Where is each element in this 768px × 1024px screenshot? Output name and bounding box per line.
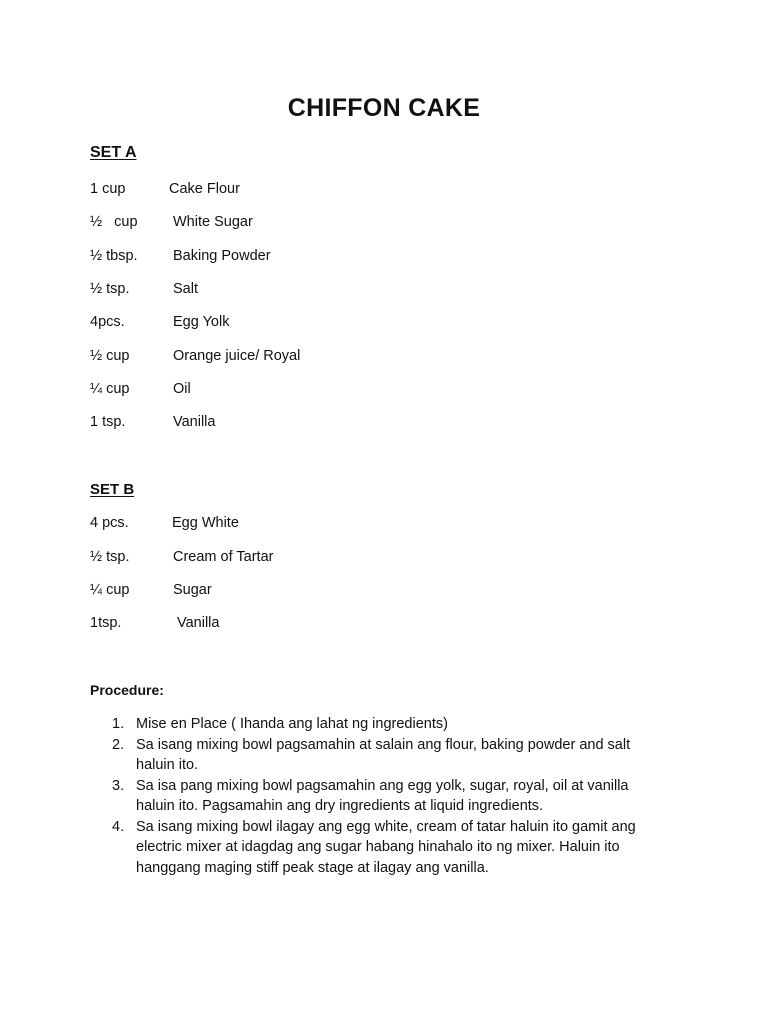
ingredient-row	[90, 348, 590, 368]
ingredient-name: Oil	[173, 381, 191, 397]
ingredient-quantity: ¼ cup	[90, 582, 130, 598]
ingredient-row	[90, 414, 590, 434]
ingredient-quantity: ½ tsp.	[90, 281, 130, 297]
ingredient-name: Salt	[173, 281, 198, 297]
procedure-step	[90, 735, 670, 776]
ingredient-name: Cream of Tartar	[173, 549, 274, 565]
procedure-step	[90, 817, 670, 879]
ingredient-quantity: 1 cup	[90, 181, 126, 197]
step-text: Sa isa pang mixing bowl pagsamahin ang egg yolk, sugar, royal, oil at vanilla haluin ito. Pagsamahin ang dry ingredients at liquid ingredients.	[136, 777, 629, 814]
procedure-step	[90, 776, 670, 817]
ingredient-row	[90, 549, 590, 569]
ingredient-row	[90, 248, 590, 268]
set-b-heading: SET B	[90, 481, 135, 498]
ingredient-name: Vanilla	[173, 414, 216, 430]
ingredient-name: Sugar	[173, 582, 212, 598]
step-number: 4.	[112, 818, 125, 835]
ingredient-quantity: ½ cup	[90, 348, 130, 364]
ingredient-name: Egg White	[172, 515, 239, 531]
ingredient-row	[90, 582, 590, 602]
set-a-heading: SET A	[90, 144, 137, 161]
ingredient-quantity: 4pcs.	[90, 314, 125, 330]
step-text: Sa isang mixing bowl pagsamahin at salain ang flour, baking powder and salt haluin ito.	[136, 736, 631, 773]
ingredient-quantity: 4 pcs.	[90, 515, 129, 531]
procedure-steps	[90, 714, 670, 878]
ingredient-name: Egg Yolk	[173, 314, 230, 330]
step-number: 3.	[112, 777, 125, 794]
ingredient-row	[90, 515, 590, 535]
ingredient-row	[90, 214, 590, 234]
ingredient-quantity: 1 tsp.	[90, 414, 126, 430]
ingredient-row	[90, 181, 590, 201]
ingredient-name: Cake Flour	[169, 181, 240, 197]
procedure-heading: Procedure:	[90, 682, 164, 698]
step-text: Sa isang mixing bowl ilagay ang egg white, cream of tatar haluin ito gamit ang electric mixer at idagdag ang sugar habang hinahalo ito ng mixer. Haluin ito hanggang maging stiff peak stage at ilagay ang vanilla.	[136, 818, 636, 876]
step-text: Mise en Place ( Ihanda ang lahat ng ingredients)	[136, 716, 448, 732]
page-title: CHIFFON CAKE	[287, 94, 481, 122]
step-number: 2.	[112, 736, 125, 753]
ingredient-quantity: ½ cup	[90, 214, 138, 230]
ingredient-row	[90, 381, 590, 401]
ingredient-name: Baking Powder	[173, 248, 271, 264]
ingredient-row	[90, 615, 590, 635]
ingredient-row	[90, 281, 590, 301]
step-number: 1.	[112, 716, 125, 732]
ingredient-name: White Sugar	[173, 214, 253, 230]
ingredient-name: Orange juice/ Royal	[173, 348, 301, 364]
ingredient-quantity: ½ tbsp.	[90, 248, 138, 264]
ingredient-quantity: ¼ cup	[90, 381, 130, 397]
ingredient-row	[90, 314, 590, 334]
ingredient-quantity: ½ tsp.	[90, 549, 130, 565]
ingredient-name: Vanilla	[177, 615, 220, 631]
procedure-step	[90, 714, 670, 735]
ingredient-quantity: 1tsp.	[90, 615, 122, 631]
